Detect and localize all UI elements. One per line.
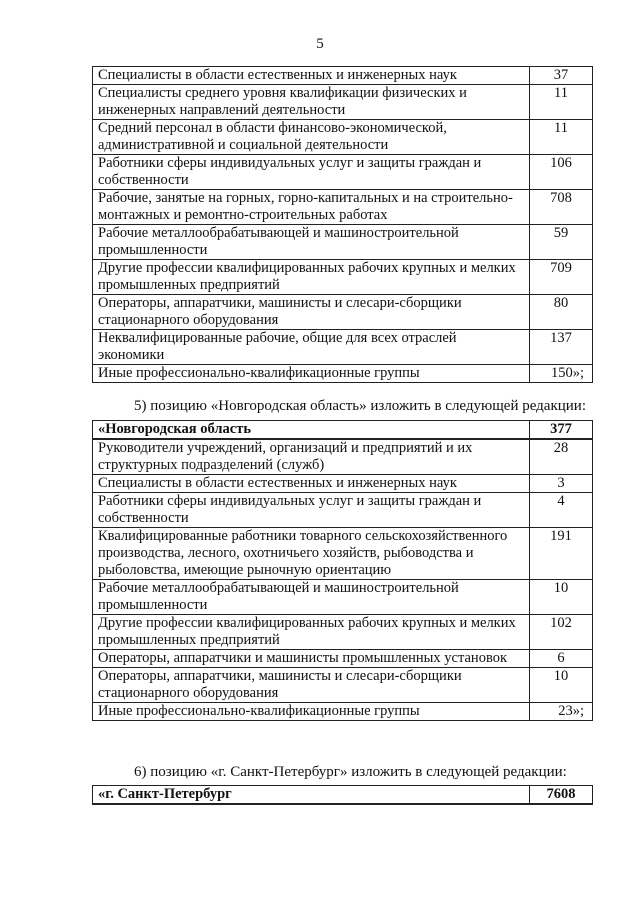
occupation-name: Операторы, аппаратчики, машинисты и слесари-сборщики стационарного оборудования bbox=[93, 668, 530, 703]
table-row bbox=[93, 703, 593, 721]
table-row bbox=[93, 615, 593, 650]
table-row bbox=[93, 580, 593, 615]
table-row bbox=[93, 650, 593, 668]
occupation-name: Операторы, аппаратчики и машинисты промышленных установок bbox=[93, 650, 530, 668]
occupation-table-1 bbox=[92, 66, 593, 383]
occupation-name: Иные профессионально-квалификационные группы bbox=[93, 703, 530, 721]
occupation-count: 10 bbox=[530, 668, 593, 703]
occupation-name: Специалисты в области естественных и инженерных наук bbox=[93, 475, 530, 493]
region-name: «г. Санкт-Петербург bbox=[93, 786, 530, 805]
table-header-row bbox=[93, 421, 593, 440]
occupation-count: 191 bbox=[530, 528, 593, 580]
table-row bbox=[93, 120, 593, 155]
novgorod-table bbox=[92, 420, 593, 721]
occupation-name: Другие профессии квалифицированных рабочих крупных и мелких промышленных предприятий bbox=[93, 260, 530, 295]
table-row bbox=[93, 260, 593, 295]
occupation-count: 23»; bbox=[530, 703, 593, 721]
table-row bbox=[93, 365, 593, 383]
occupation-count: 10 bbox=[530, 580, 593, 615]
table-header-row bbox=[93, 786, 593, 805]
occupation-name: Иные профессионально-квалификационные группы bbox=[93, 365, 530, 383]
occupation-name: Специалисты среднего уровня квалификации физических и инженерных направлений деятельности bbox=[93, 85, 530, 120]
table-row bbox=[93, 85, 593, 120]
table-row bbox=[93, 475, 593, 493]
paragraph-6: 6) позицию «г. Санкт-Петербург» изложить в следующей редакции: bbox=[134, 764, 567, 780]
occupation-count: 11 bbox=[530, 120, 593, 155]
occupation-count: 137 bbox=[530, 330, 593, 365]
occupation-name: Операторы, аппаратчики, машинисты и слесари-сборщики стационарного оборудования bbox=[93, 295, 530, 330]
occupation-count: 709 bbox=[530, 260, 593, 295]
occupation-name: Работники сферы индивидуальных услуг и защиты граждан и собственности bbox=[93, 493, 530, 528]
table-row bbox=[93, 155, 593, 190]
occupation-count: 11 bbox=[530, 85, 593, 120]
occupation-name: Работники сферы индивидуальных услуг и защиты граждан и собственности bbox=[93, 155, 530, 190]
occupation-name: Другие профессии квалифицированных рабочих крупных и мелких промышленных предприятий bbox=[93, 615, 530, 650]
table-row bbox=[93, 67, 593, 85]
paragraph-5: 5) позицию «Новгородская область» изложить в следующей редакции: bbox=[134, 398, 587, 414]
table2-body bbox=[93, 421, 593, 721]
occupation-count: 150»; bbox=[530, 365, 593, 383]
table-row bbox=[93, 225, 593, 260]
occupation-name: Рабочие металлообрабатывающей и машиностроительной промышленности bbox=[93, 580, 530, 615]
table-row bbox=[93, 295, 593, 330]
occupation-name: Средний персонал в области финансово-экономической, административной и социальной деятельности bbox=[93, 120, 530, 155]
region-total: 377 bbox=[530, 421, 593, 440]
table-row bbox=[93, 668, 593, 703]
table-row bbox=[93, 439, 593, 475]
table-row bbox=[93, 493, 593, 528]
page-number: 5 bbox=[316, 36, 324, 52]
occupation-name: Специалисты в области естественных и инженерных наук bbox=[93, 67, 530, 85]
table-row bbox=[93, 330, 593, 365]
occupation-name: Руководители учреждений, организаций и предприятий и их структурных подразделений (служб) bbox=[93, 439, 530, 475]
occupation-name: Рабочие металлообрабатывающей и машиностроительной промышленности bbox=[93, 225, 530, 260]
table-row bbox=[93, 528, 593, 580]
region-total: 7608 bbox=[530, 786, 593, 805]
occupation-name: Неквалифицированные рабочие, общие для всех отраслей экономики bbox=[93, 330, 530, 365]
occupation-count: 6 bbox=[530, 650, 593, 668]
occupation-count: 102 bbox=[530, 615, 593, 650]
region-name: «Новгородская область bbox=[93, 421, 530, 440]
spb-table bbox=[92, 785, 593, 805]
occupation-count: 708 bbox=[530, 190, 593, 225]
occupation-count: 59 bbox=[530, 225, 593, 260]
table1-body bbox=[93, 67, 593, 383]
occupation-count: 4 bbox=[530, 493, 593, 528]
occupation-count: 80 bbox=[530, 295, 593, 330]
occupation-name: Рабочие, занятые на горных, горно-капитальных и на строительно-монтажных и ремонтно-строительных работах bbox=[93, 190, 530, 225]
occupation-count: 3 bbox=[530, 475, 593, 493]
occupation-count: 106 bbox=[530, 155, 593, 190]
occupation-count: 28 bbox=[530, 439, 593, 475]
occupation-name: Квалифицированные работники товарного сельскохозяйственного производства, лесного, охотничьего хозяйств, рыбоводства и рыболовства, имеющие рыночную ориентацию bbox=[93, 528, 530, 580]
table-row bbox=[93, 190, 593, 225]
occupation-count: 37 bbox=[530, 67, 593, 85]
